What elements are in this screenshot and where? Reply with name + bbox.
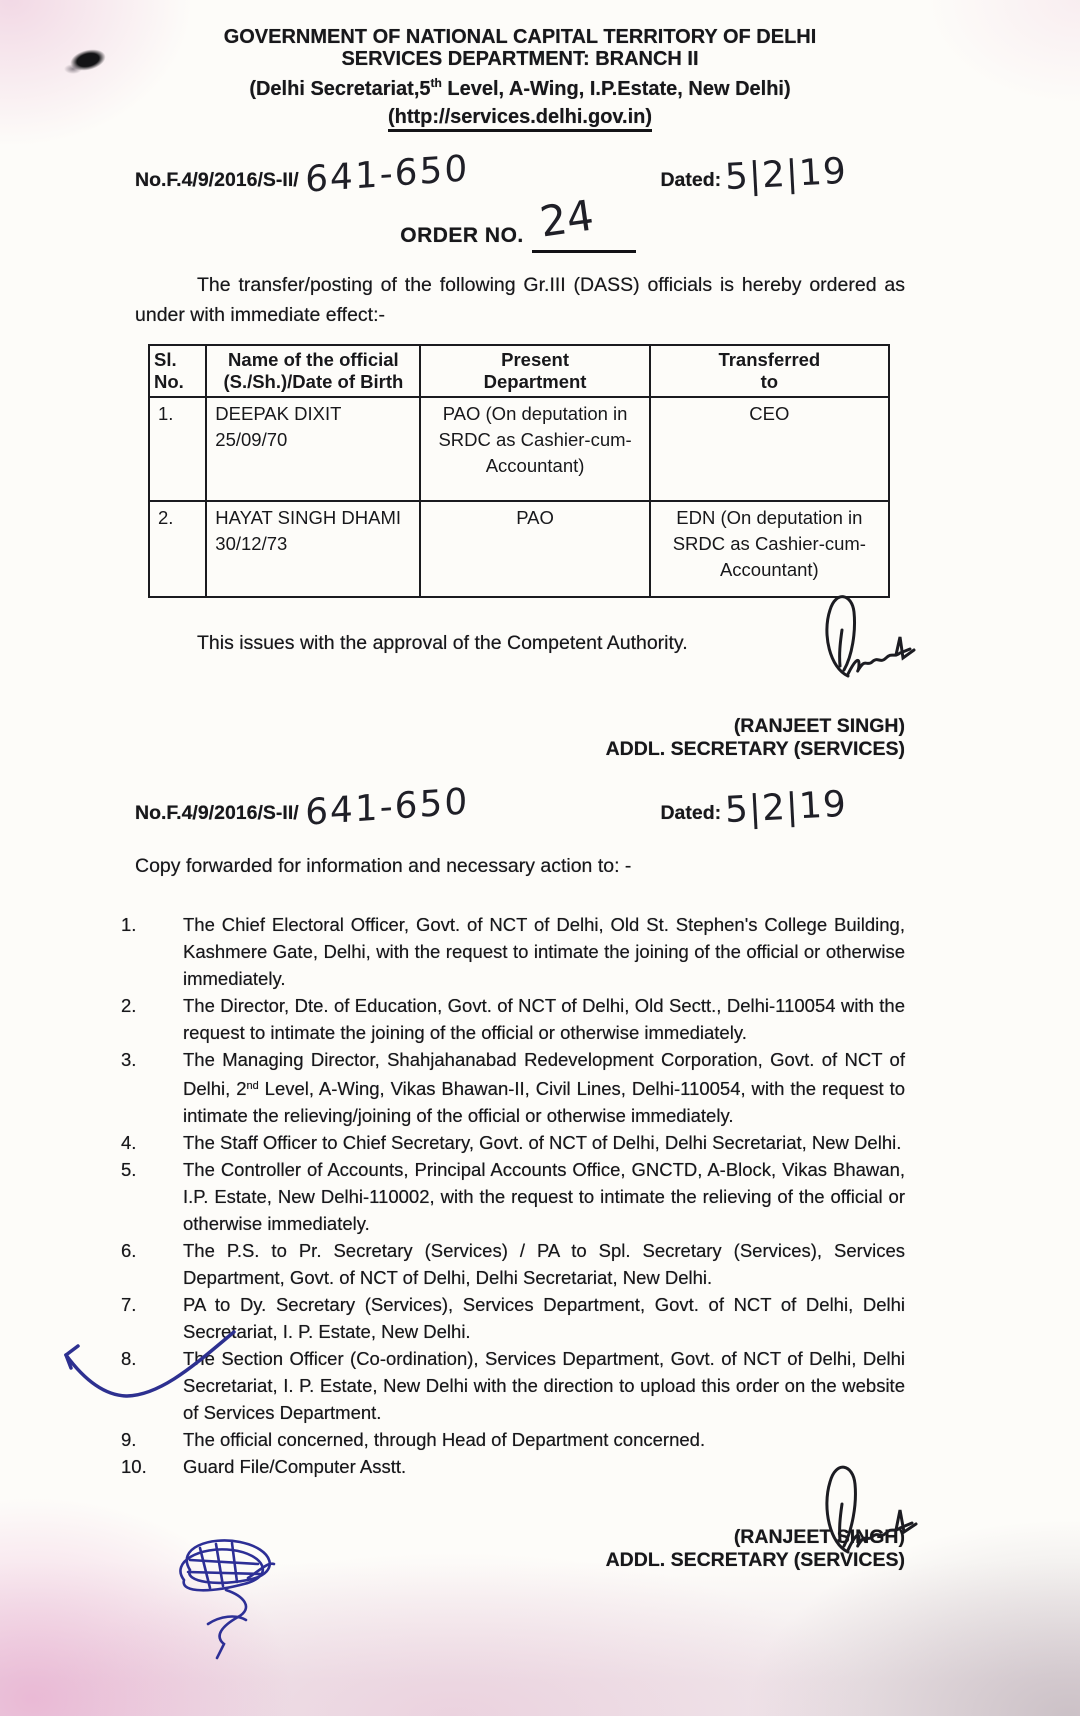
list-item — [121, 1156, 905, 1237]
item-text: Guard File/Computer Asstt. — [183, 1456, 407, 1477]
letterhead — [135, 26, 905, 132]
cell-name: DEEPAK DIXIT 25/09/70 — [206, 397, 420, 501]
intro-paragraph: The transfer/posting of the following Gr.III (DASS) officials is hereby ordered as under with immediate effect:- — [135, 274, 905, 326]
item-number: 9. — [121, 1429, 137, 1450]
date-handwritten: 5|2|19 — [724, 150, 848, 199]
item-text: The P.S. to Pr. Secretary (Services) / PA to Spl. Secretary (Services), Services Department, Govt. of NCT of Delhi, Delhi Secretariat, New Delhi. — [183, 1240, 905, 1288]
table-row — [149, 397, 889, 501]
order-underline — [532, 250, 636, 253]
item-text: The Controller of Accounts, Principal Accounts Office, GNCTD, A-Block, Vikas Bhawan, I.P. Estate, New Delhi-110002, with the request to intimate the relieving of the official or otherwise immediately. — [183, 1159, 905, 1234]
item-number: 8. — [121, 1348, 137, 1369]
department-name: SERVICES DEPARTMENT: BRANCH II — [341, 48, 699, 70]
list-item — [121, 1237, 905, 1291]
reference-row-bottom — [135, 781, 905, 839]
file-number-label: No.F.4/9/2016/S-II/ — [135, 169, 299, 191]
item-number: 10. — [121, 1456, 147, 1477]
approval-line: This issues with the approval of the Competent Authority. — [197, 632, 688, 654]
cell-sl: 1. — [149, 397, 206, 501]
list-item — [121, 1129, 905, 1156]
item-text: The Managing Director, Shahjahanabad Redevelopment Corporation, Govt. of NCT of Delhi, 2nd Level, A-Wing, Vikas Bhawan-II, Civil Lines, Delhi-110054, with the request to intimate the relieving/joining of the official or otherwise immediately. — [183, 1049, 906, 1126]
file-number-handwritten: 641-650 — [304, 781, 469, 834]
col-header-name: Name of the official (S./Sh.)/Date of Birth — [206, 345, 420, 397]
item-number: 4. — [121, 1132, 137, 1153]
date-handwritten: 5|2|19 — [724, 783, 848, 832]
address-line: (Delhi Secretariat,5th Level, A-Wing, I.P.Estate, New Delhi) — [249, 76, 791, 100]
item-number: 3. — [121, 1049, 137, 1070]
table-row — [149, 501, 889, 597]
signatory-block-top — [135, 715, 905, 761]
list-item — [121, 1426, 905, 1453]
cell-present: PAO — [420, 501, 649, 597]
cell-transferred: EDN (On deputation in SRDC as Cashier-cum-Accountant) — [650, 501, 889, 597]
order-number-line — [135, 190, 905, 260]
col-header-present: Present Department — [420, 345, 649, 397]
pen-swoosh-icon — [44, 1322, 244, 1422]
initials-scribble-icon — [160, 1532, 300, 1667]
ordinal-superscript: th — [430, 76, 442, 90]
signature-icon — [758, 592, 918, 684]
col-header-sl: Sl. No. — [149, 345, 206, 397]
transfer-table — [148, 344, 890, 598]
list-item — [121, 1291, 905, 1345]
list-item — [121, 1345, 905, 1426]
distribution-list — [121, 911, 906, 1480]
item-number: 1. — [121, 914, 137, 935]
list-item — [121, 1046, 906, 1129]
list-item — [121, 992, 905, 1046]
item-text: The official concerned, through Head of Department concerned. — [183, 1429, 706, 1450]
table-header-row — [149, 345, 889, 397]
file-number-label: No.F.4/9/2016/S-II/ — [135, 802, 299, 824]
item-text: PA to Dy. Secretary (Services), Services Department, Govt. of NCT of Delhi, Delhi Secretariat, I. P. Estate, New Delhi. — [183, 1294, 905, 1342]
item-text: The Staff Officer to Chief Secretary, Govt. of NCT of Delhi, Delhi Secretariat, New Delhi. — [183, 1132, 902, 1153]
col-header-transferred: Transferred to — [650, 345, 889, 397]
cell-transferred: CEO — [650, 397, 889, 501]
item-text: The Chief Electoral Officer, Govt. of NCT of Delhi, Old St. Stephen's College Building, Kashmere Gate, Delhi, with the request to intimate the joining of the official or otherwise immediately. — [183, 914, 905, 989]
order-label: ORDER NO. — [400, 224, 524, 247]
website-url: (http://services.delhi.gov.in) — [388, 106, 652, 132]
org-name: GOVERNMENT OF NATIONAL CAPITAL TERRITORY OF DELHI — [223, 26, 817, 48]
reference-row-top — [135, 148, 905, 206]
item-text: The Director, Dte. of Education, Govt. of NCT of Delhi, Old Sectt., Delhi-110054 with the request to intimate the joining of the official or otherwise immediately. — [183, 995, 905, 1043]
signatory-designation: ADDL. SECRETARY (SERVICES) — [605, 738, 905, 760]
dated-label: Dated: — [660, 802, 722, 824]
list-item — [121, 911, 905, 992]
dated-label: Dated: — [660, 169, 722, 191]
signatory-name: (RANJEET SINGH) — [733, 715, 905, 737]
cell-present: PAO (On deputation in SRDC as Cashier-cum-Accountant) — [420, 397, 649, 501]
item-number: 6. — [121, 1240, 137, 1261]
item-number: 5. — [121, 1159, 137, 1180]
cell-name: HAYAT SINGH DHAMI 30/12/73 — [206, 501, 420, 597]
cell-sl: 2. — [149, 501, 206, 597]
ordinal-superscript: nd — [246, 1080, 259, 1092]
signature-icon — [756, 1462, 922, 1560]
copy-forwarded-line: Copy forwarded for information and necessary action to: - — [135, 855, 632, 877]
signatory-designation: ADDL. SECRETARY (SERVICES) — [605, 1549, 905, 1571]
item-number: 2. — [121, 995, 137, 1016]
item-text: The Section Officer (Co-ordination), Services Department, Govt. of NCT of Delhi, Delhi Secretariat, I. P. Estate, New Delhi with the direction to upload this order on the website of Services Department. — [183, 1348, 905, 1423]
order-number-handwritten: 24 — [536, 190, 597, 247]
item-number: 7. — [121, 1294, 137, 1315]
file-number-handwritten: 641-650 — [304, 148, 469, 201]
signatory-name: (RANJEET SINGH) — [733, 1526, 905, 1548]
